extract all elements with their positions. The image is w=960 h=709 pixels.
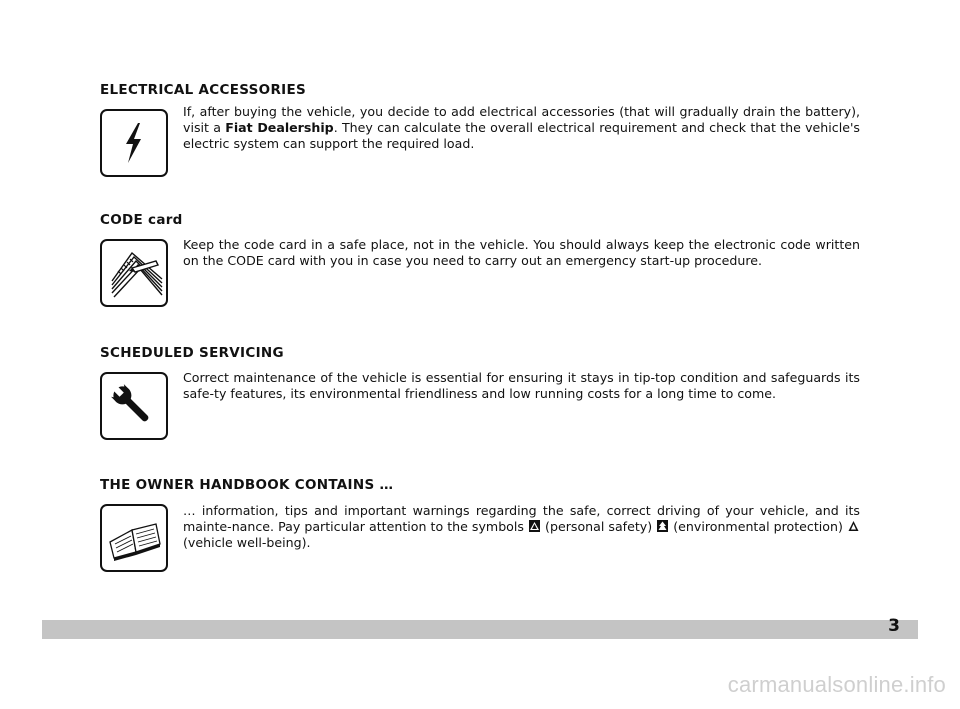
code-card-pen-icon xyxy=(100,239,168,307)
section-heading: THE OWNER HANDBOOK CONTAINS … xyxy=(100,477,394,493)
watermark: carmanualsonline.info xyxy=(727,672,946,697)
section-body: Keep the code card in a safe place, not in the vehicle. You should always keep the electronic code written on the CODE card with you in case you need to carry out an emergency start-up procedure. xyxy=(183,237,860,268)
section-body: If, after buying the vehicle, you decide to add electrical accessories (that will gradually drain the battery), visit a Fiat Dealership. They can calculate the overall electrical requirement and check that the vehicle's electric system can support the required load. xyxy=(183,104,860,151)
footer-bar xyxy=(42,620,918,639)
section-heading: CODE card xyxy=(100,212,183,228)
wrench-icon xyxy=(100,372,168,440)
section-heading: SCHEDULED SERVICING xyxy=(100,345,284,361)
vehicle-wellbeing-icon xyxy=(848,520,859,532)
personal-safety-icon xyxy=(529,520,540,532)
page-number: 3 xyxy=(888,616,900,636)
open-book-icon xyxy=(100,504,168,572)
environmental-protection-icon xyxy=(657,520,668,532)
dealership-bold: Fiat Dealership xyxy=(225,120,334,135)
section-heading: ELECTRICAL ACCESSORIES xyxy=(100,82,307,98)
lightning-bolt-icon xyxy=(100,109,168,177)
section-body: … information, tips and important warnings regarding the safe, correct driving of your vehicle, and its mainte-nance. Pay particular attention to the symbols (personal safety) (environmental protection) (vehicle well-being). xyxy=(183,503,860,550)
section-body: Correct maintenance of the vehicle is essential for ensuring it stays in tip-top condition and safeguards its safe-ty features, its environmental friendliness and low running costs for a long time to come. xyxy=(183,370,860,401)
